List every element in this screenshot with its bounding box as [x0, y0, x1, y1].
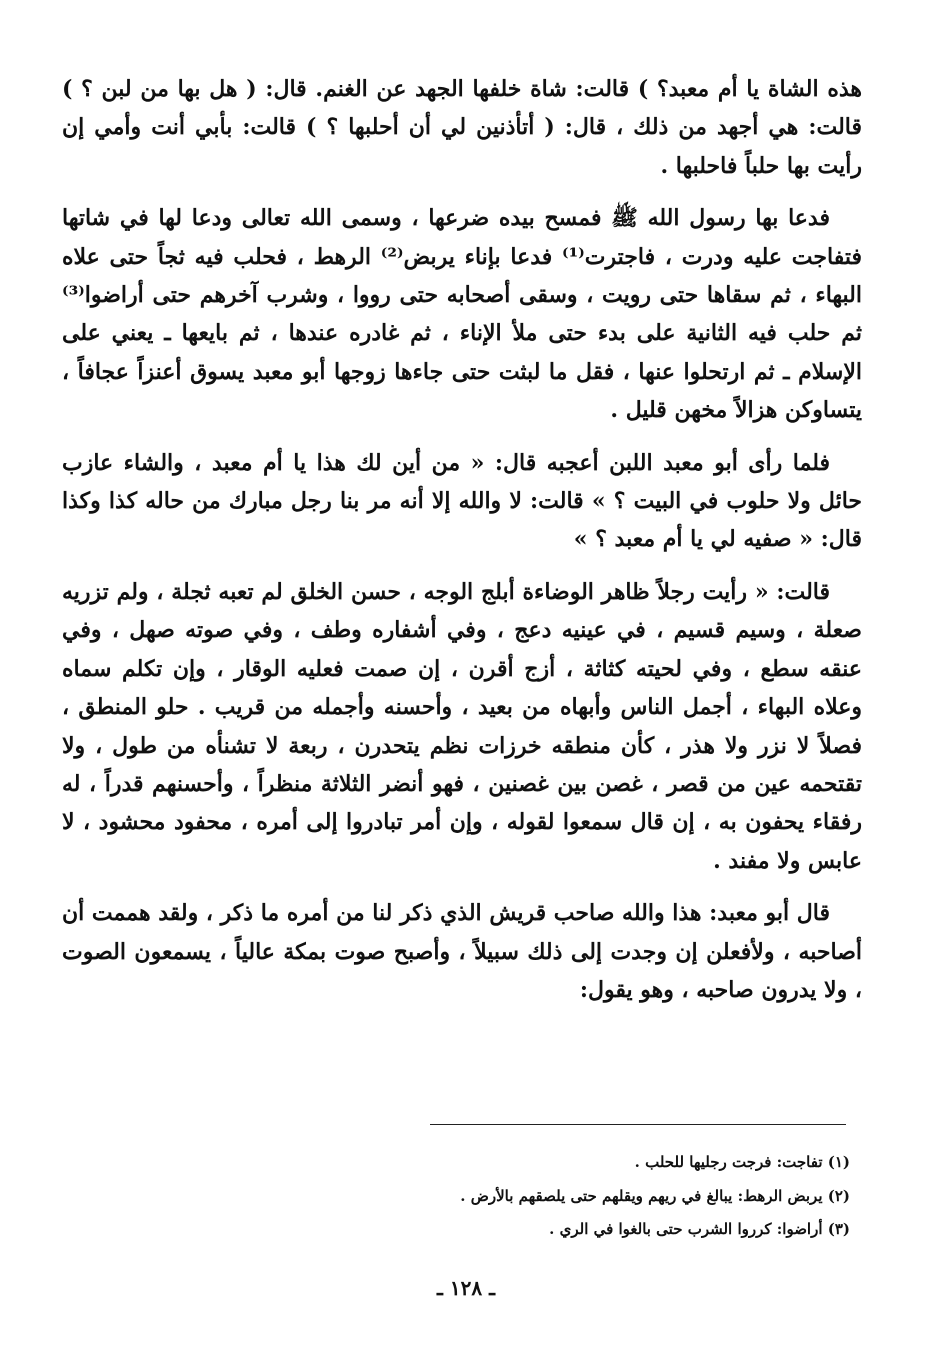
paragraph-4: قالت: « رأيت رجلاً ظاهر الوضاءة أبلج الوجه ، حسن الخلق لم تعبه ثجلة ، ولم تزريه صعلة ، وسيم قسيم ، في عينيه دعج ، وفي أشفاره وطف ، وفي صوته صهل ، وفي عنقه سطع ، وفي لحيته كثاثة ، أزج أقرن ، إن صمت فعليه الوقار ، وإن تكلم سماه وعلاه البهاء ، أجمل الناس وأبهاه من بعيد ، وأحسنه وأجمله من قريب . حلو المنطق ، فصلاً لا نزر ولا هذر ، كأن منطقه خرزات نظم يتحدرن ، ربعة لا تشنأه من طول ، ولا تقتحمه عين من قصر ، غصن بين غصنين ، فهو أنضر الثلاثة منظراً ، وأحسنهم قدراً ، له رفقاء يحفون به ، إن قال سمعوا لقوله ، وإن أمر تبادروا إلى أمره ، محفود محشود ، لا عابس ولا مفند .	[62, 578, 862, 874]
paragraph-5: قال أبو معبد: هذا والله صاحب قريش الذي ذكر لنا من أمره ما ذكر ، ولقد هممت أن أصاحبه ، ولأفعلن إن وجدت إلى ذلك سبيلاً ، وأصبح صوت بمكة عالياً ، يسمعون الصوت ، ولا يدرون صاحبه ، وهو يقول:	[62, 900, 862, 1003]
paragraph-3: فلما رأى أبو معبد اللبن أعجبه قال: « من أين لك هذا يا أم معبد ، والشاء عازب حائل ولا حلوب في البيت ؟ » قالت: لا والله إلا أنه مر بنا رجل مبارك من حاله كذا وكذا قال: « صفيه لي يا أم معبد ؟ »	[62, 449, 862, 553]
footnote-divider	[430, 1124, 846, 1125]
footnote-1: (١) تفاجت: فرجت رجليها للحلب .	[634, 1153, 850, 1171]
footnote-3: (٣) أراضوا: كرروا الشرب حتى بالغوا في الري .	[549, 1220, 850, 1238]
paragraph-1: هذه الشاة يا أم معبد؟ ) قالت: شاة خلفها الجهد عن الغنم. قال: ( هل بها من لبن ؟ ) قالت: هي أجهد من ذلك ، قال: ( أتأذنين لي أن أحلبها ؟ ) قالت: بأبي أنت وأمي إن رأيت بها حلباً فاحلبها .	[62, 76, 862, 179]
footnotes	[330, 1146, 850, 1247]
footnote-2: (٢) يربض الرهط: يبالغ في ريهم ويقلهم حتى يلصقهم بالأرض .	[460, 1186, 850, 1205]
page-number: ـ ١٢٨ ـ	[437, 1276, 495, 1300]
main-text	[62, 70, 862, 1009]
paragraph-2: فدعا بها رسول الله ﷺ فمسح بيده ضرعها ، وسمى الله تعالى ودعا لها في شاتها فتفاجت عليه ودرت ، فاجترت⁽¹⁾ فدعا بإناء يربض⁽²⁾ الرهط ، فحلب فيه ثجاً حتى علاه البهاء ، ثم سقاها حتى رويت ، وسقى أصحابه حتى رووا ، وشرب آخرهم حتى أراضوا⁽³⁾ ثم حلب فيه الثانية على بدء حتى ملأ الإناء ، ثم غادره عندها ، ثم بايعها ـ يعني على الإسلام ـ ثم ارتحلوا عنها ، فقل ما لبثت حتى جاءها زوجها أبو معبد يسوق أعنزاً عجافاً ، يتساوكن هزالاً مخهن قليل .	[62, 205, 862, 424]
